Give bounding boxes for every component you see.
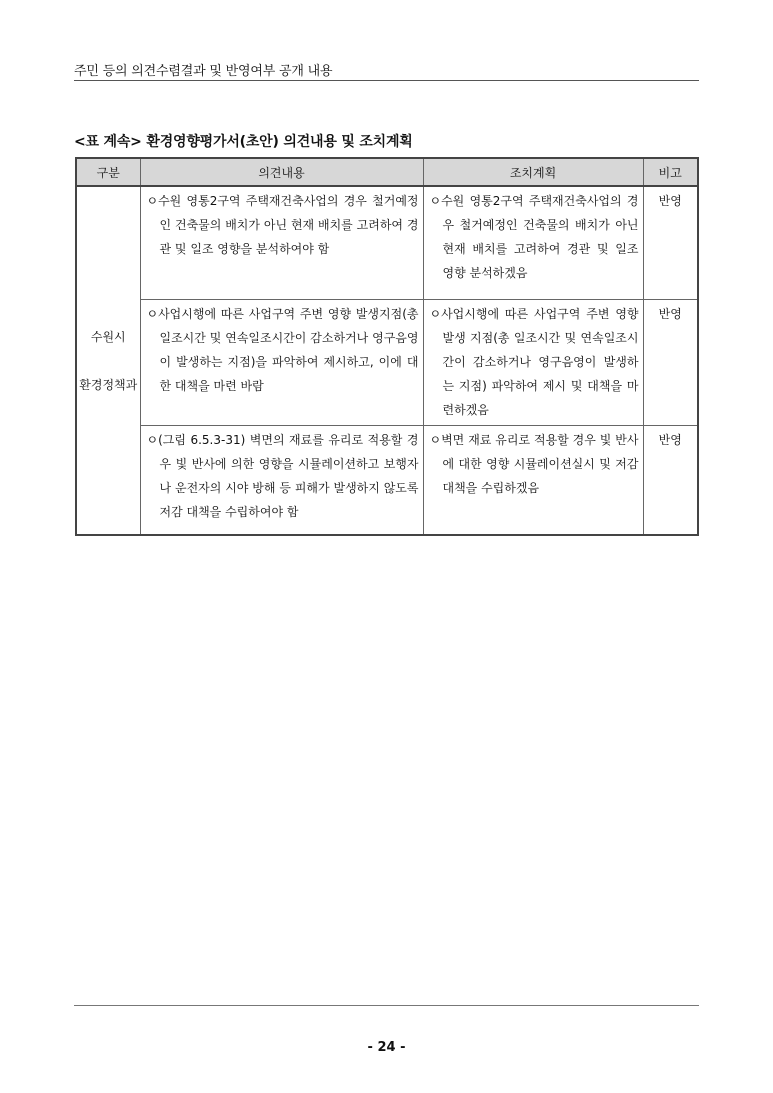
remarks-text: 반영: [658, 433, 682, 447]
action-plan-text: ㅇ사업시행에 따른 사업구역 주변 영향 발생 지점(총 일조시간 및 연속일조시간이 감소하거나 영구음영이 발생하는 지점) 파악하여 제시 및 대책을 마련하겠음: [429, 307, 639, 417]
opinion-cell: [140, 426, 423, 536]
column-header-division: 구분: [76, 158, 140, 186]
column-header-action-plan: 조치계획: [423, 158, 643, 186]
division-cell: [76, 186, 140, 535]
table-row: [76, 186, 698, 300]
column-header-opinion: 의견내용: [140, 158, 423, 186]
division-spacer: [77, 349, 140, 373]
footer-divider: [74, 1005, 699, 1006]
opinion-text: ㅇ(그림 6.5.3-31) 벽면의 재료를 유리로 적용할 경우 빛 반사에 의한 영향을 시뮬레이션하고 보행자나 운전자의 시야 방해 등 피해가 발생하지 않도록 저감 대책을 수립하여야 함: [146, 433, 419, 519]
table-row: [76, 300, 698, 426]
table-header-row: [76, 158, 698, 186]
action-plan-cell: [423, 300, 643, 426]
page-number: - 24 -: [367, 1040, 406, 1055]
opinion-action-table: [75, 157, 699, 536]
column-header-remarks: 비고: [643, 158, 698, 186]
table-title: <표 계속> 환경영향평가서(초안) 의견내용 및 조치계획: [74, 134, 413, 150]
header-divider: [74, 80, 699, 81]
action-plan-cell: [423, 426, 643, 536]
remarks-cell: [643, 186, 698, 300]
opinion-cell: [140, 300, 423, 426]
remarks-cell: [643, 426, 698, 536]
division-city: 수원시: [90, 329, 126, 344]
action-plan-text: ㅇ수원 영통2구역 주택재건축사업의 경우 철거예정인 건축물의 배치가 아닌 현재 배치를 고려하여 경관 및 일조 영향 분석하겠음: [429, 194, 639, 280]
remarks-text: 반영: [658, 307, 682, 321]
opinion-text: ㅇ사업시행에 따른 사업구역 주변 영향 발생지점(총일조시간 및 연속일조시간이 감소하거나 영구음영이 발생하는 지점)을 파악하여 제시하고, 이에 대한 대책을 마련 바람: [146, 307, 419, 393]
table-row: [76, 426, 698, 536]
page-header: 주민 등의 의견수렴결과 및 반영여부 공개 내용: [74, 64, 333, 79]
division-department: 환경정책과: [79, 377, 138, 392]
action-plan-text: ㅇ벽면 재료 유리로 적용할 경우 빛 반사에 대한 영향 시뮬레이션실시 및 저감대책을 수립하겠음: [429, 433, 639, 495]
remarks-cell: [643, 300, 698, 426]
opinion-text: ㅇ수원 영통2구역 주택재건축사업의 경우 철거예정인 건축물의 배치가 아닌 현재 배치를 고려하여 경관 및 일조 영향을 분석하여야 함: [146, 194, 419, 256]
opinion-cell: [140, 186, 423, 300]
remarks-text: 반영: [658, 194, 682, 208]
action-plan-cell: [423, 186, 643, 300]
